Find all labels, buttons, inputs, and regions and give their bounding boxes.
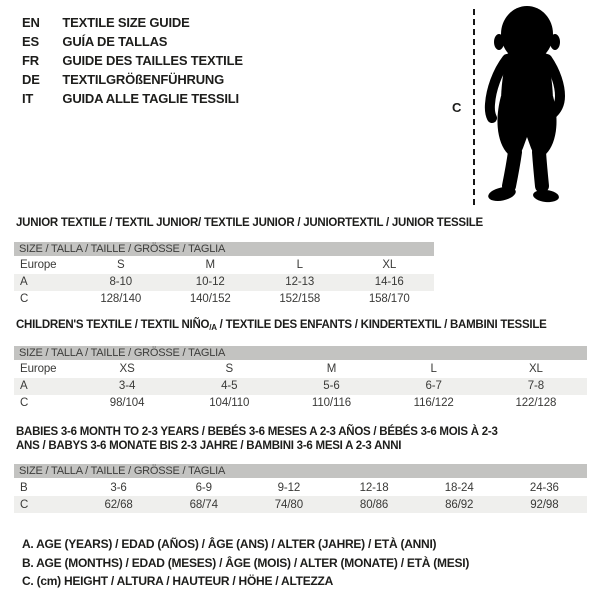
size-cell: XS bbox=[119, 363, 135, 375]
size-cell: 122/128 bbox=[515, 397, 557, 409]
size-cell: 98/104 bbox=[109, 397, 145, 409]
size-cell: M bbox=[205, 259, 215, 271]
table-title bbox=[16, 217, 483, 231]
table-header-bar: SIZE / TALLA / TAILLE / GRÖSSE / TAGLIA bbox=[14, 346, 587, 360]
size-cell: 6-9 bbox=[195, 481, 212, 494]
row-label: Europe bbox=[20, 363, 57, 375]
language-code: EN bbox=[22, 15, 40, 30]
height-measure-line bbox=[473, 9, 475, 205]
size-table-row bbox=[14, 395, 587, 412]
size-table-row bbox=[14, 479, 587, 496]
language-code: FR bbox=[22, 53, 39, 68]
size-cell: S bbox=[116, 259, 125, 271]
size-cell: 24-36 bbox=[529, 481, 559, 494]
size-table bbox=[14, 361, 587, 412]
babies-size-table bbox=[14, 426, 587, 513]
size-cell: 110/116 bbox=[311, 397, 352, 409]
size-cell: 5-6 bbox=[323, 380, 340, 392]
title-text: JUNIOR TEXTILE / TEXTIL JUNIOR/ TEXTILE JUNIOR / JUNIORTEXTIL / JUNIOR TESSILE bbox=[16, 217, 483, 229]
size-cell: S bbox=[225, 363, 234, 375]
language-title: TEXTILE SIZE GUIDE bbox=[62, 15, 190, 30]
size-table-row bbox=[14, 496, 587, 513]
junior-size-table bbox=[14, 217, 483, 308]
row-label: A bbox=[20, 380, 28, 392]
table-header-bar: SIZE / TALLA / TAILLE / GRÖSSE / TAGLIA bbox=[14, 464, 587, 478]
row-label: C bbox=[20, 293, 29, 305]
table-title bbox=[16, 319, 587, 335]
size-cell: 12-18 bbox=[359, 481, 389, 494]
title-text: BABIES 3-6 MONTH TO 2-3 YEARS / BEBÉS 3-6 MESES A 2-3 AÑOS / BÉBÉS 3-6 MOIS À 2-3 ANS / BABYS 3-6 MONATE BIS 2-3 JAHRE / BAMBINI 3-6 MESI A 2-3 ANNI bbox=[16, 426, 498, 452]
height-measure-label: C bbox=[452, 100, 462, 115]
language-title: GUIDA ALLE TAGLIE TESSILI bbox=[62, 91, 239, 106]
size-cell: L bbox=[296, 259, 303, 271]
footnote-c: C. (cm) HEIGHT / ALTURA / HAUTEUR / HÖHE / ALTEZZA bbox=[22, 574, 334, 588]
size-cell: 158/170 bbox=[368, 293, 410, 305]
size-cell: 10-12 bbox=[195, 276, 225, 288]
language-code: DE bbox=[22, 72, 40, 87]
size-cell: XL bbox=[528, 363, 543, 375]
title-text: / TEXTILE DES ENFANTS / KINDERTEXTIL / BAMBINI TESSILE bbox=[216, 319, 547, 331]
size-cell: 74/80 bbox=[274, 498, 304, 511]
size-cell: 9-12 bbox=[277, 481, 301, 494]
size-cell: 6-7 bbox=[425, 380, 442, 392]
row-label: C bbox=[20, 397, 29, 409]
size-cell: 128/140 bbox=[100, 293, 142, 305]
size-cell: 104/110 bbox=[209, 397, 250, 409]
size-cell: XL bbox=[382, 259, 397, 271]
row-label: C bbox=[20, 498, 29, 511]
size-cell: M bbox=[326, 363, 337, 375]
children-size-table bbox=[14, 319, 587, 412]
language-list bbox=[22, 13, 243, 108]
size-cell: 140/152 bbox=[189, 293, 231, 305]
list-item bbox=[22, 51, 243, 70]
footnote-b: B. AGE (MONTHS) / EDAD (MESES) / ÂGE (MOIS) / ALTER (MONATE) / ETÀ (MESI) bbox=[22, 555, 470, 570]
size-table bbox=[14, 479, 587, 513]
size-cell: 68/74 bbox=[189, 498, 218, 511]
size-cell: 86/92 bbox=[445, 498, 474, 511]
language-title: TEXTILGRÖßENFÜHRUNG bbox=[62, 72, 225, 87]
size-cell: 3-6 bbox=[110, 481, 127, 494]
size-cell: 12-13 bbox=[285, 276, 315, 288]
footnote-a: A. AGE (YEARS) / EDAD (AÑOS) / ÂGE (ANS) / ALTER (JAHRE) / ETÀ (ANNI) bbox=[22, 537, 437, 551]
row-label: A bbox=[20, 276, 28, 288]
size-cell: L bbox=[430, 363, 437, 375]
size-cell: 116/122 bbox=[413, 397, 454, 409]
size-table-row bbox=[14, 291, 434, 308]
size-cell: 14-16 bbox=[374, 276, 404, 288]
language-code: IT bbox=[22, 91, 34, 106]
baby-silhouette-icon bbox=[480, 4, 572, 206]
list-item bbox=[22, 70, 243, 89]
language-code: ES bbox=[22, 34, 39, 49]
table-header-bar: SIZE / TALLA / TAILLE / GRÖSSE / TAGLIA bbox=[14, 242, 434, 256]
size-cell: 3-4 bbox=[118, 380, 136, 392]
size-cell: 18-24 bbox=[444, 481, 474, 494]
size-cell: 80/86 bbox=[359, 498, 389, 511]
row-label: Europe bbox=[20, 259, 57, 271]
size-cell: 62/68 bbox=[104, 498, 133, 511]
title-subscript: /A bbox=[209, 323, 217, 332]
size-cell: 92/98 bbox=[530, 498, 559, 511]
size-table-row bbox=[14, 274, 434, 291]
list-item bbox=[22, 32, 243, 51]
table-title bbox=[16, 426, 521, 453]
size-table bbox=[14, 257, 434, 308]
size-table-row bbox=[14, 361, 587, 378]
list-item bbox=[22, 89, 243, 108]
size-table-row bbox=[14, 257, 434, 274]
language-title: GUIDE DES TAILLES TEXTILE bbox=[62, 53, 243, 68]
size-cell: 152/158 bbox=[279, 293, 321, 305]
language-title: GUÍA DE TALLAS bbox=[62, 34, 168, 49]
size-cell: 8-10 bbox=[109, 276, 133, 288]
title-text: CHILDREN'S TEXTILE / TEXTIL NIÑO bbox=[16, 319, 210, 331]
size-table-row bbox=[14, 378, 587, 395]
size-cell: 7-8 bbox=[527, 380, 545, 392]
list-item bbox=[22, 13, 243, 32]
size-cell: 4-5 bbox=[221, 380, 238, 392]
row-label: B bbox=[20, 481, 28, 494]
footnotes bbox=[22, 535, 469, 591]
